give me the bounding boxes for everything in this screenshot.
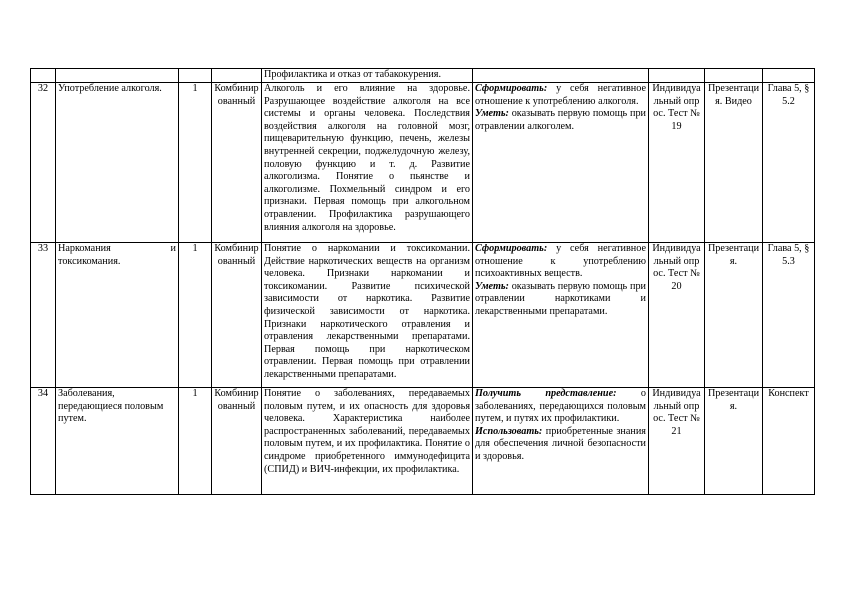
- topic-cell: Заболевания, передающиеся половым путем.: [56, 388, 179, 495]
- table-row: [31, 69, 815, 83]
- homework-cell: Глава 5, § 5.2: [763, 83, 815, 243]
- requirement-lead: Получить представление:: [475, 388, 617, 399]
- equipment-cell: Презентация.: [705, 388, 763, 495]
- requirements-cell: [473, 83, 649, 243]
- equipment-cell: Презентация.: [705, 243, 763, 388]
- requirement-skill: [475, 281, 646, 319]
- content-cell: Понятие о заболеваниях, передаваемых половым путем, и их опасность для здоровья человека. Характеристика наиболее распространенных заболеваний, передаваемых половым путем, и их профилактика. Понятие о синдроме приобретенного иммунодефицита (СПИД) и ВИЧ-инфекции, их профилактика.: [262, 388, 473, 495]
- control-cell: Индивидуальный опрос. Тест № 20: [649, 243, 705, 388]
- lesson-type-cell: [212, 69, 262, 83]
- requirement-lead: Сформировать:: [475, 83, 548, 94]
- table-row: [31, 83, 815, 243]
- num-cell: [31, 69, 56, 83]
- equipment-cell: [705, 69, 763, 83]
- requirement-form: [475, 83, 646, 108]
- requirement-text: оказывать первую помощь при отравлении алкоголем.: [475, 108, 646, 132]
- hours-cell: [179, 69, 212, 83]
- equipment-cell: Презентация. Видео: [705, 83, 763, 243]
- hours-cell: 1: [179, 83, 212, 243]
- requirement-skill: [475, 426, 646, 464]
- lesson-type-cell: Комбинированный: [212, 388, 262, 495]
- homework-cell: [763, 69, 815, 83]
- requirement-skill: [475, 108, 646, 133]
- table-row: [31, 388, 815, 495]
- requirement-text: у себя негативное отношение к употреблению алкоголя.: [475, 83, 646, 107]
- num-cell: 32: [31, 83, 56, 243]
- homework-cell: Глава 5, § 5.3: [763, 243, 815, 388]
- requirement-lead: Сформировать:: [475, 243, 548, 254]
- requirements-cell: [473, 243, 649, 388]
- requirement-form: [475, 388, 646, 426]
- homework-cell: Конспект: [763, 388, 815, 495]
- content-cell: Алкоголь и его влияние на здоровье. Разрушающее воздействие алкоголя на все системы и органы человека. Последствия воздействия алкоголя на головной мозг, пищеварительную функцию, печень, железы внутренней секреции, поджелудочную железу, половую функцию и т. д. Развитие алкоголизма. Понятие о пьянстве и алкоголизме. Похмельный синдром и его признаки. Первая помощь при алкогольном отравлении. Профилактика разрушающего влияния алкоголя на здоровье.: [262, 83, 473, 243]
- num-cell: 33: [31, 243, 56, 388]
- requirement-text: оказывать первую помощь при отравлении наркотиками и лекарственными препаратами.: [475, 280, 646, 317]
- hours-cell: 1: [179, 243, 212, 388]
- hours-cell: 1: [179, 388, 212, 495]
- requirement-text: приобретенные знания для обеспечения личной безопасности и здоровья.: [475, 425, 646, 462]
- content-cell: Профилактика и отказ от табакокурения.: [262, 69, 473, 83]
- control-cell: [649, 69, 705, 83]
- num-cell: 34: [31, 388, 56, 495]
- requirement-form: [475, 243, 646, 281]
- requirement-text: у себя негативное отношение к употреблению психоактивных веществ.: [475, 243, 646, 280]
- requirements-cell: [473, 388, 649, 495]
- topic-cell: Употребление алкоголя.: [56, 83, 179, 243]
- requirements-cell: [473, 69, 649, 83]
- control-cell: Индивидуальный опрос. Тест № 19: [649, 83, 705, 243]
- lesson-type-cell: Комбинированный: [212, 83, 262, 243]
- topic-cell: Наркомания и токсикомания.: [56, 243, 179, 388]
- table-row: [31, 243, 815, 388]
- lesson-type-cell: Комбинированный: [212, 243, 262, 388]
- requirement-text: о заболеваниях, передающихся половым путем, и путях их профилактики.: [475, 388, 646, 425]
- requirement-lead: Использовать:: [475, 425, 543, 437]
- content-cell: Понятие о наркомании и токсикомании. Действие наркотических веществ на организм человека. Признаки наркомании и токсикомании. Развитие психической зависимости от наркотика. Развитие физической зависимости от наркотика. Признаки наркотического отравления и отравления лекарственными препаратами. Первая помощь при наркотическом отравлении. Первая помощь при отравлении лекарственными препаратами.: [262, 243, 473, 388]
- control-cell: Индивидуальный опрос. Тест № 21: [649, 388, 705, 495]
- requirement-lead: Уметь:: [475, 108, 509, 120]
- lesson-plan-table: [30, 68, 815, 495]
- topic-cell: [56, 69, 179, 83]
- requirement-lead: Уметь:: [475, 280, 509, 292]
